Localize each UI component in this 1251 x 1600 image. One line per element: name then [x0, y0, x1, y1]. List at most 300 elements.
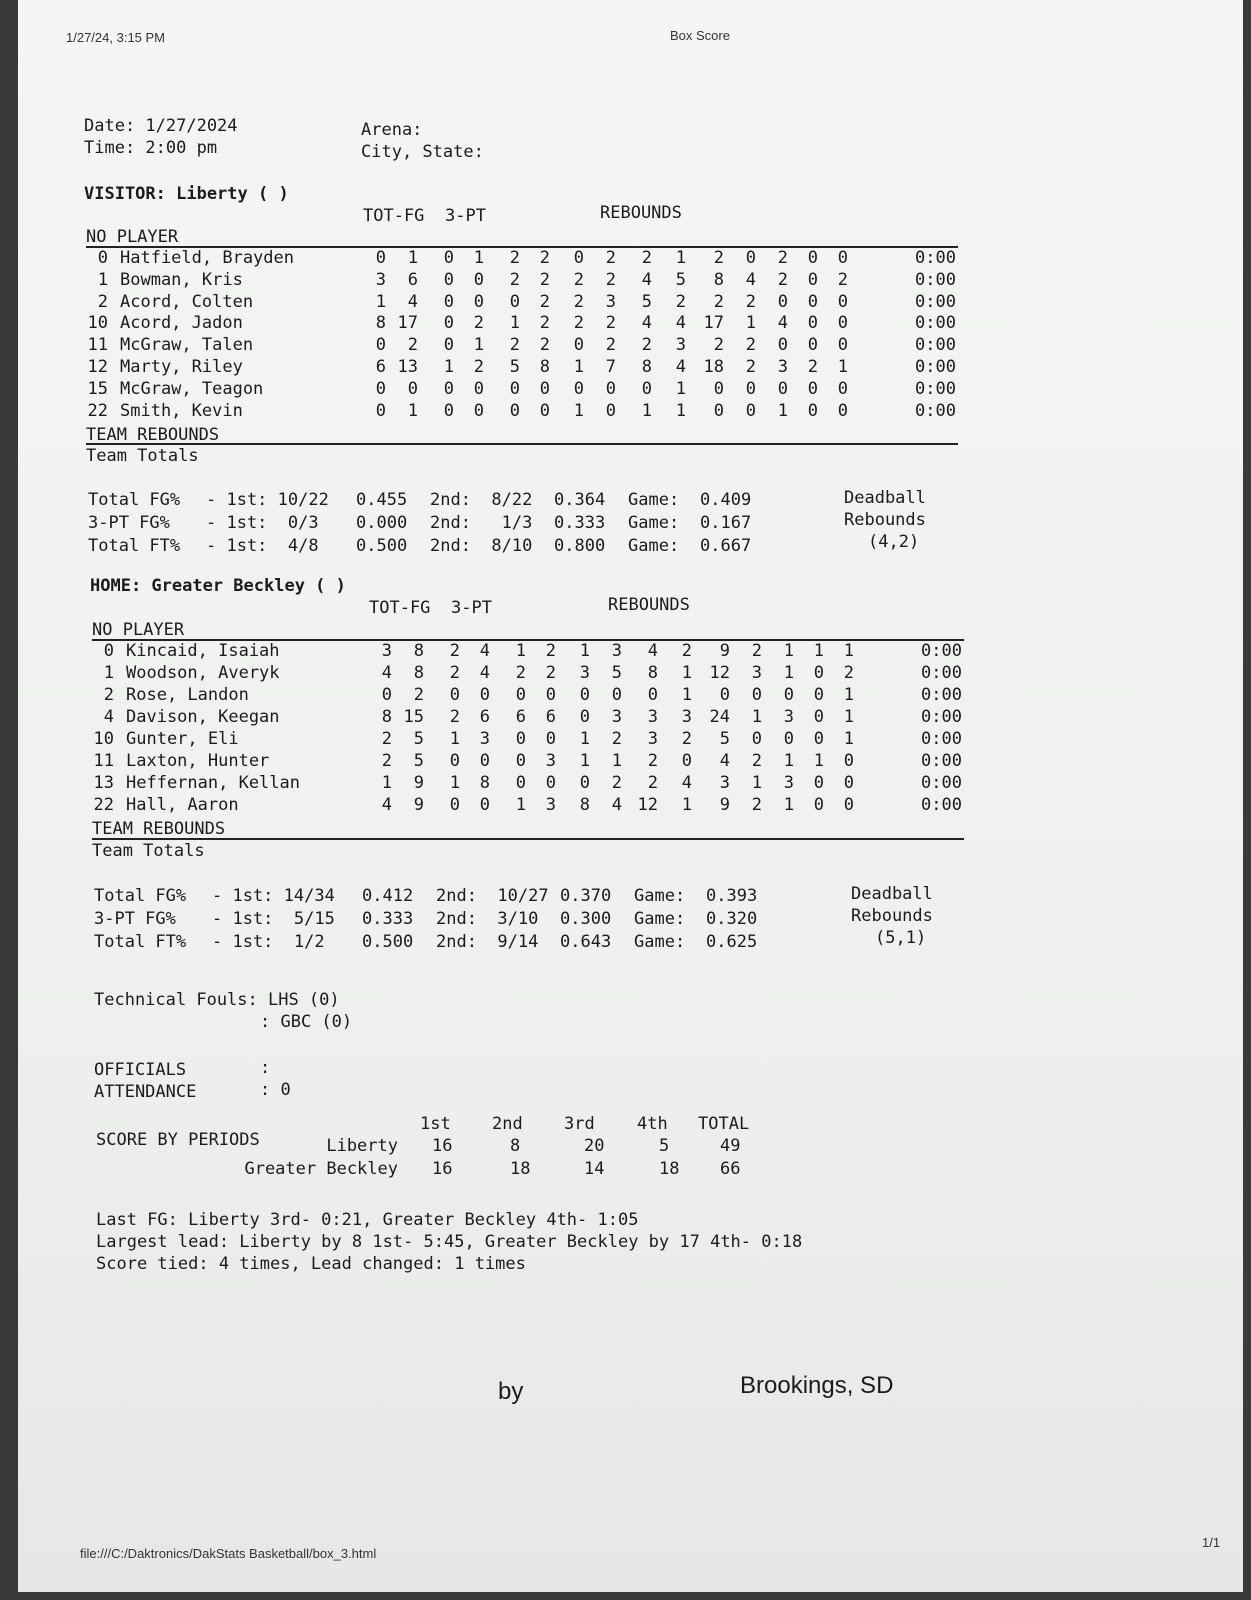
game-city-state: City, State: — [361, 142, 484, 162]
home-totals-label: Team Totals — [92, 841, 205, 861]
player-stat: 0 — [573, 378, 584, 399]
player-stat: 0 — [745, 378, 756, 399]
deadball-line: (5,1) — [875, 928, 927, 948]
player-stat: 0 — [509, 378, 520, 399]
player-stat: 1 — [443, 357, 454, 377]
player-stat: 0 — [751, 685, 762, 705]
player-stat: 0 — [443, 248, 454, 268]
player-number: 0 — [103, 641, 114, 661]
player-stat: 2 — [745, 335, 756, 356]
player-stat: 0 — [579, 707, 590, 727]
player-stat: 2 — [807, 357, 818, 377]
player-stat: 0 — [713, 378, 724, 399]
player-stat: 3 — [647, 729, 658, 749]
player-stat: 12 — [637, 795, 658, 815]
player-stat: 0 — [713, 400, 724, 421]
player-stat: 2 — [509, 335, 520, 356]
period-score: 18 — [659, 1159, 680, 1179]
player-stat: 4 — [681, 773, 692, 793]
player-name: Gunter, Eli — [126, 729, 239, 749]
player-name: Marty, Riley — [120, 357, 243, 377]
player-stat: 0 — [449, 685, 460, 705]
home-player-row — [18, 729, 1243, 751]
visitor-group-reb: REBOUNDS — [600, 203, 682, 223]
player-stat: 1 — [751, 707, 762, 727]
player-stat: 0 — [375, 248, 386, 268]
player-stat: 0 — [813, 663, 824, 683]
player-name: Acord, Jadon — [120, 313, 243, 334]
player-stat: 0 — [777, 378, 788, 399]
player-stat: 3 — [777, 357, 788, 377]
player-stat: 1 — [783, 751, 794, 771]
player-stat: 2 — [515, 663, 526, 683]
player-stat: 4 — [381, 795, 392, 815]
player-stat: 2 — [605, 335, 616, 356]
player-stat: 6 — [407, 269, 418, 290]
period-header: 2nd — [492, 1114, 523, 1134]
player-stat: 2 — [381, 729, 392, 749]
pct-second-half-pct: 0.643 — [560, 932, 612, 952]
player-stat: 1 — [449, 729, 460, 749]
pct-second-half-pct: 0.364 — [554, 490, 606, 510]
period-header: 4th — [637, 1114, 668, 1134]
player-stat: 4 — [647, 641, 658, 661]
player-stat: 1 — [813, 641, 824, 661]
player-stat: 1 — [783, 663, 794, 683]
player-stat: 18 — [703, 357, 724, 377]
player-stat: 8 — [381, 707, 392, 727]
home-player-row — [18, 707, 1243, 729]
player-minutes: 0:00 — [921, 707, 962, 727]
player-stat: 2 — [573, 269, 584, 290]
pct-first-half-pct: 0.455 — [356, 490, 408, 510]
player-stat: 0 — [375, 335, 386, 356]
pct-first-half: - 1st: 0/3 — [206, 513, 319, 533]
game-date: Date: 1/27/2024 — [84, 116, 238, 136]
player-stat: 6 — [515, 707, 526, 727]
player-stat: 5 — [413, 729, 424, 749]
period-team-name: Greater Beckley — [244, 1159, 398, 1179]
player-stat: 1 — [681, 663, 692, 683]
player-stat: 2 — [449, 707, 460, 727]
attendance-label: ATTENDANCE — [94, 1082, 197, 1102]
player-stat: 0 — [407, 378, 418, 399]
player-stat: 2 — [539, 335, 550, 356]
player-stat: 0 — [751, 729, 762, 749]
player-stat: 8 — [479, 773, 490, 793]
pct-second-half: 2nd: 8/22 — [430, 490, 533, 510]
player-minutes: 0:00 — [921, 729, 962, 749]
player-stat: 0 — [539, 400, 550, 421]
player-stat: 2 — [509, 269, 520, 290]
player-number: 11 — [93, 751, 114, 771]
player-stat: 4 — [641, 269, 652, 290]
pct-label: Total FT% — [94, 932, 187, 952]
player-name: Bowman, Kris — [120, 269, 243, 290]
pct-game: 0.625 — [706, 932, 758, 952]
player-stat: 2 — [539, 248, 550, 268]
game-time: Time: 2:00 pm — [84, 138, 218, 158]
player-stat: 1 — [783, 641, 794, 661]
footer-file-path: file:///C:/Daktronics/DakStats Basketball/box_3.html — [80, 1546, 377, 1561]
player-stat: 1 — [509, 313, 520, 334]
pct-game-label: Game: — [634, 932, 686, 952]
pct-first-half-pct: 0.500 — [356, 536, 408, 556]
player-stat: 12 — [709, 663, 730, 683]
player-stat: 0 — [443, 269, 454, 290]
period-header: TOTAL — [698, 1114, 750, 1134]
player-name: Hatfield, Brayden — [120, 248, 294, 268]
pct-first-half: - 1st: 10/22 — [206, 490, 329, 510]
pct-game-label: Game: — [628, 536, 680, 556]
player-stat: 2 — [751, 751, 762, 771]
player-stat: 4 — [719, 751, 730, 771]
visitor-player-row — [18, 357, 1243, 379]
player-stat: 0 — [515, 751, 526, 771]
player-stat: 5 — [611, 663, 622, 683]
player-stat: 3 — [783, 773, 794, 793]
player-minutes: 0:00 — [921, 641, 962, 661]
pct-game: 0.409 — [700, 490, 752, 510]
player-stat: 2 — [777, 248, 788, 268]
player-stat: 5 — [413, 751, 424, 771]
home-player-row — [18, 751, 1243, 773]
visitor-totals-label: Team Totals — [86, 446, 199, 466]
footer-page-count: 1/1 — [1202, 1535, 1221, 1550]
player-stat: 3 — [719, 773, 730, 793]
player-stat: 3 — [381, 641, 392, 661]
player-stat: 0 — [539, 378, 550, 399]
print-page-title: Box Score — [670, 28, 730, 43]
player-stat: 1 — [579, 729, 590, 749]
player-stat: 1 — [515, 795, 526, 815]
visitor-pct-line — [18, 490, 1243, 512]
player-stat: 0 — [443, 378, 454, 399]
player-stat: 1 — [681, 685, 692, 705]
player-stat: 0 — [449, 751, 460, 771]
visitor-totals-rule — [86, 443, 958, 445]
player-stat: 0 — [807, 248, 818, 268]
pct-game-label: Game: — [634, 909, 686, 929]
player-stat: 2 — [381, 751, 392, 771]
player-name: Kincaid, Isaiah — [126, 641, 280, 661]
player-stat: 0 — [473, 378, 484, 399]
player-stat: 0 — [807, 335, 818, 356]
pct-game: 0.667 — [700, 536, 752, 556]
pct-first-half: - 1st: 5/15 — [212, 909, 335, 929]
player-stat: 1 — [751, 773, 762, 793]
player-stat: 0 — [837, 378, 848, 399]
player-number: 22 — [87, 400, 108, 421]
player-stat: 1 — [843, 641, 854, 661]
pct-second-half-pct: 0.370 — [560, 886, 612, 906]
player-stat: 0 — [783, 729, 794, 749]
player-stat: 4 — [611, 795, 622, 815]
player-stat: 17 — [703, 313, 724, 334]
player-stat: 2 — [751, 795, 762, 815]
visitor-no-player-header: NO PLAYER — [86, 227, 179, 247]
player-stat: 0 — [509, 400, 520, 421]
deadball-line: Deadball — [851, 884, 933, 904]
player-stat: 5 — [641, 291, 652, 312]
player-stat: 0 — [837, 400, 848, 421]
player-stat: 0 — [807, 378, 818, 399]
player-stat: 2 — [449, 641, 460, 661]
visitor-player-row — [18, 379, 1243, 401]
player-stat: 13 — [397, 357, 418, 377]
player-stat: 4 — [675, 313, 686, 334]
player-stat: 0 — [443, 400, 454, 421]
player-stat: 15 — [403, 707, 424, 727]
player-stat: 0 — [813, 685, 824, 705]
player-number: 1 — [97, 269, 108, 290]
player-stat: 1 — [675, 248, 686, 268]
home-player-row — [18, 685, 1243, 707]
officials-label: OFFICIALS — [94, 1060, 187, 1080]
home-totals-rule — [92, 838, 964, 840]
player-name: McGraw, Teagon — [120, 378, 264, 399]
player-stat: 0 — [719, 685, 730, 705]
pct-first-half-pct: 0.000 — [356, 513, 408, 533]
score-by-periods-label: SCORE BY PERIODS — [96, 1130, 260, 1150]
player-stat: 0 — [843, 795, 854, 815]
player-number: 2 — [103, 685, 114, 705]
technical-fouls-visitor: Technical Fouls: LHS (0) — [94, 990, 340, 1010]
player-minutes: 0:00 — [915, 357, 956, 377]
player-stat: 1 — [515, 641, 526, 661]
player-stat: 3 — [675, 335, 686, 356]
pct-second-half: 2nd: 9/14 — [436, 932, 539, 952]
pct-second-half-pct: 0.333 — [554, 513, 606, 533]
player-stat: 1 — [641, 400, 652, 421]
pct-second-half: 2nd: 3/10 — [436, 909, 539, 929]
note-line: Largest lead: Liberty by 8 1st- 5:45, Greater Beckley by 17 4th- 0:18 — [96, 1232, 803, 1252]
player-stat: 0 — [745, 248, 756, 268]
player-stat: 5 — [509, 357, 520, 377]
player-stat: 0 — [479, 795, 490, 815]
visitor-pct-line — [18, 513, 1243, 535]
period-team-name: Liberty — [326, 1136, 398, 1156]
player-stat: 8 — [413, 641, 424, 661]
player-stat: 1 — [675, 378, 686, 399]
print-datetime: 1/27/24, 3:15 PM — [66, 30, 166, 45]
player-stat: 2 — [837, 269, 848, 290]
player-minutes: 0:00 — [921, 773, 962, 793]
period-score: 49 — [720, 1136, 741, 1156]
player-stat: 4 — [675, 357, 686, 377]
player-stat: 8 — [375, 313, 386, 334]
player-stat: 2 — [473, 313, 484, 334]
player-stat: 3 — [479, 729, 490, 749]
player-stat: 3 — [751, 663, 762, 683]
player-minutes: 0:00 — [915, 248, 956, 268]
player-stat: 4 — [407, 291, 418, 312]
player-stat: 4 — [777, 313, 788, 334]
player-stat: 2 — [539, 269, 550, 290]
player-stat: 0 — [443, 313, 454, 334]
player-stat: 0 — [375, 400, 386, 421]
player-stat: 0 — [777, 335, 788, 356]
player-stat: 5 — [719, 729, 730, 749]
pct-second-half-pct: 0.300 — [560, 909, 612, 929]
pct-label: 3-PT FG% — [88, 513, 170, 533]
player-stat: 0 — [473, 269, 484, 290]
player-stat: 8 — [641, 357, 652, 377]
player-number: 0 — [97, 248, 108, 268]
player-stat: 0 — [807, 291, 818, 312]
player-stat: 2 — [681, 729, 692, 749]
player-stat: 2 — [641, 248, 652, 268]
player-stat: 1 — [375, 291, 386, 312]
player-stat: 1 — [843, 685, 854, 705]
player-stat: 0 — [605, 378, 616, 399]
player-stat: 1 — [473, 248, 484, 268]
player-stat: 1 — [783, 795, 794, 815]
player-stat: 1 — [573, 400, 584, 421]
player-stat: 2 — [605, 248, 616, 268]
player-stat: 6 — [479, 707, 490, 727]
player-stat: 2 — [751, 641, 762, 661]
player-stat: 2 — [545, 641, 556, 661]
player-stat: 1 — [837, 357, 848, 377]
player-stat: 2 — [611, 773, 622, 793]
player-name: Acord, Colten — [120, 291, 254, 312]
player-stat: 4 — [745, 269, 756, 290]
player-name: Davison, Keegan — [126, 707, 280, 727]
player-number: 4 — [103, 707, 114, 727]
player-stat: 1 — [579, 641, 590, 661]
player-minutes: 0:00 — [921, 663, 962, 683]
player-stat: 2 — [843, 663, 854, 683]
player-stat: 1 — [381, 773, 392, 793]
pct-game-label: Game: — [628, 513, 680, 533]
period-score: 18 — [510, 1159, 531, 1179]
player-minutes: 0:00 — [915, 378, 956, 399]
player-stat: 9 — [719, 795, 730, 815]
player-number: 10 — [93, 729, 114, 749]
player-stat: 3 — [611, 707, 622, 727]
note-line: Score tied: 4 times, Lead changed: 1 times — [96, 1254, 526, 1274]
player-stat: 0 — [443, 335, 454, 356]
player-minutes: 0:00 — [921, 795, 962, 815]
pct-first-half-pct: 0.412 — [362, 886, 414, 906]
period-header: 1st — [420, 1114, 451, 1134]
player-stat: 2 — [573, 313, 584, 334]
home-group-fg: TOT-FG — [369, 598, 431, 618]
player-stat: 0 — [837, 291, 848, 312]
player-name: Hall, Aaron — [126, 795, 239, 815]
player-stat: 9 — [719, 641, 730, 661]
player-stat: 9 — [413, 773, 424, 793]
period-score: 16 — [432, 1136, 453, 1156]
player-stat: 2 — [611, 729, 622, 749]
player-stat: 0 — [479, 685, 490, 705]
visitor-pct-line — [18, 536, 1243, 558]
period-header: 3rd — [564, 1114, 595, 1134]
home-team-rebounds-label: TEAM REBOUNDS — [92, 819, 226, 839]
visitor-player-row — [18, 292, 1243, 314]
period-score: 16 — [432, 1159, 453, 1179]
visitor-title: VISITOR: Liberty ( ) — [84, 184, 289, 204]
player-stat: 4 — [479, 663, 490, 683]
player-stat: 0 — [515, 773, 526, 793]
player-stat: 0 — [837, 335, 848, 356]
player-number: 15 — [87, 378, 108, 399]
player-stat: 8 — [413, 663, 424, 683]
player-stat: 0 — [813, 729, 824, 749]
player-stat: 0 — [813, 795, 824, 815]
pct-second-half-pct: 0.800 — [554, 536, 606, 556]
player-name: Rose, Landon — [126, 685, 249, 705]
visitor-player-row — [18, 248, 1243, 270]
player-stat: 1 — [473, 335, 484, 356]
player-number: 10 — [87, 313, 108, 334]
player-number: 11 — [87, 335, 108, 356]
player-stat: 2 — [713, 248, 724, 268]
visitor-group-fg: TOT-FG — [363, 206, 425, 226]
visitor-player-row — [18, 270, 1243, 292]
player-stat: 2 — [647, 773, 658, 793]
player-stat: 8 — [713, 269, 724, 290]
pct-game: 0.320 — [706, 909, 758, 929]
player-stat: 17 — [397, 313, 418, 334]
player-stat: 0 — [509, 291, 520, 312]
home-player-row — [18, 795, 1243, 817]
player-stat: 4 — [381, 663, 392, 683]
player-stat: 1 — [745, 313, 756, 334]
player-stat: 4 — [479, 641, 490, 661]
player-stat: 9 — [413, 795, 424, 815]
player-stat: 5 — [675, 269, 686, 290]
player-name: Woodson, Averyk — [126, 663, 280, 683]
player-stat: 0 — [449, 795, 460, 815]
player-number: 13 — [93, 773, 114, 793]
player-stat: 0 — [605, 400, 616, 421]
pct-first-half: - 1st: 4/8 — [206, 536, 319, 556]
player-minutes: 0:00 — [921, 751, 962, 771]
player-stat: 1 — [681, 795, 692, 815]
pct-second-half: 2nd: 8/10 — [430, 536, 533, 556]
pct-game-label: Game: — [628, 490, 680, 510]
player-minutes: 0:00 — [915, 400, 956, 421]
player-stat: 1 — [777, 400, 788, 421]
player-stat: 2 — [647, 751, 658, 771]
player-stat: 0 — [515, 685, 526, 705]
player-stat: 0 — [375, 378, 386, 399]
home-player-row — [18, 773, 1243, 795]
player-stat: 3 — [647, 707, 658, 727]
player-stat: 1 — [573, 357, 584, 377]
player-stat: 3 — [545, 795, 556, 815]
player-stat: 1 — [813, 751, 824, 771]
player-stat: 3 — [579, 663, 590, 683]
player-minutes: 0:00 — [915, 269, 956, 290]
player-stat: 0 — [473, 291, 484, 312]
player-stat: 2 — [745, 357, 756, 377]
player-stat: 0 — [381, 685, 392, 705]
pct-first-half: - 1st: 14/34 — [212, 886, 335, 906]
player-stat: 2 — [713, 335, 724, 356]
deadball-line: Rebounds — [851, 906, 933, 926]
player-stat: 24 — [709, 707, 730, 727]
player-stat: 0 — [641, 378, 652, 399]
home-pct-line — [18, 886, 1243, 908]
deadball-line: Rebounds — [844, 510, 926, 530]
player-stat: 7 — [605, 357, 616, 377]
player-stat: 2 — [473, 357, 484, 377]
player-stat: 2 — [745, 291, 756, 312]
player-stat: 3 — [375, 269, 386, 290]
